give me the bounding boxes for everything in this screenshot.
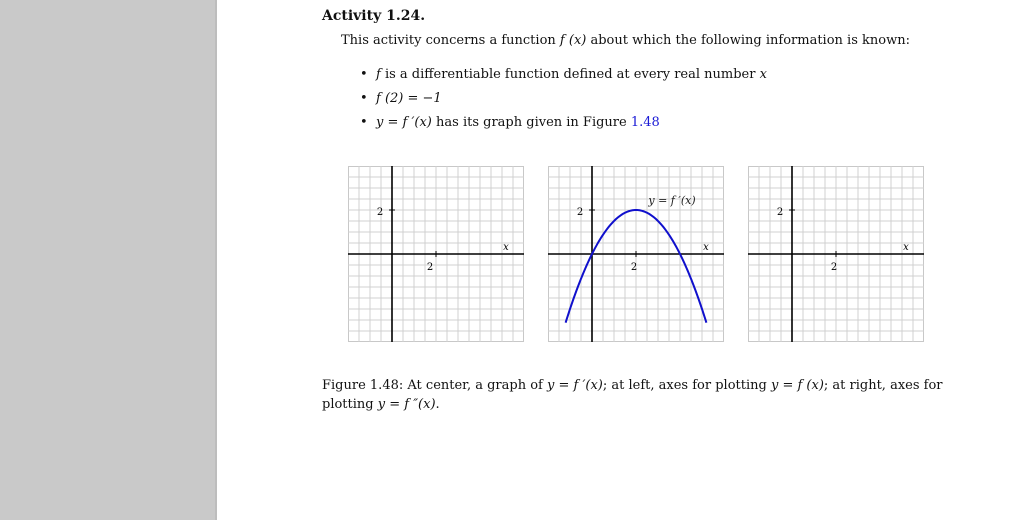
caption-equation: y = f ″(x): [377, 397, 436, 412]
bullet-math: f (2) = −1: [376, 91, 442, 106]
activity-title: Activity 1.24.: [322, 8, 426, 24]
caption-equation: y = f (x): [770, 378, 824, 393]
caption-equation: y = f ′(x): [547, 378, 603, 393]
x-tick-label: 2: [426, 262, 434, 273]
x-tick-label: 2: [830, 262, 838, 273]
graph-center-derivative: [548, 166, 724, 342]
list-item: [360, 111, 767, 135]
graph-left-axes: [348, 166, 524, 342]
caption-text: At center, a graph of: [407, 378, 543, 393]
x-tick-label: 2: [630, 262, 638, 273]
y-tick-label: 2: [376, 207, 384, 218]
sidebar-divider: [215, 0, 217, 520]
known-facts-list: [360, 63, 767, 135]
x-axis-label: x: [503, 242, 509, 253]
caption-text: ; at left, axes for plotting: [602, 378, 767, 393]
bullet-text: has its graph given in Figure: [436, 115, 627, 130]
intro-suffix: about which the following information is known:: [590, 33, 910, 48]
y-tick-label: 2: [776, 207, 784, 218]
activity-intro: [341, 33, 910, 48]
caption-text: ; at right, axes for plotting: [322, 378, 943, 412]
bullet-math-variable: x: [759, 67, 767, 82]
graph-right-axes: [748, 166, 924, 342]
x-axis-label: x: [703, 242, 709, 253]
figure-caption: [322, 376, 962, 414]
intro-prefix: This activity concerns a function: [341, 33, 556, 48]
y-tick-label: 2: [576, 207, 584, 218]
bullet-math: y = f ′(x): [376, 115, 432, 130]
sidebar-panel: [0, 0, 215, 520]
list-item: [360, 63, 767, 87]
x-axis-label: x: [903, 242, 909, 253]
bullet-math: f: [376, 67, 381, 82]
caption-number: Figure 1.48:: [322, 378, 404, 393]
caption-end: .: [435, 397, 440, 412]
figure-reference-link[interactable]: 1.48: [630, 115, 660, 130]
document-page: [322, 0, 1002, 520]
list-item: [360, 87, 767, 111]
intro-function: f (x): [559, 33, 587, 48]
curve-label: y = f ′(x): [648, 194, 696, 207]
bullet-text: is a differentiable function defined at every real number: [384, 67, 756, 82]
